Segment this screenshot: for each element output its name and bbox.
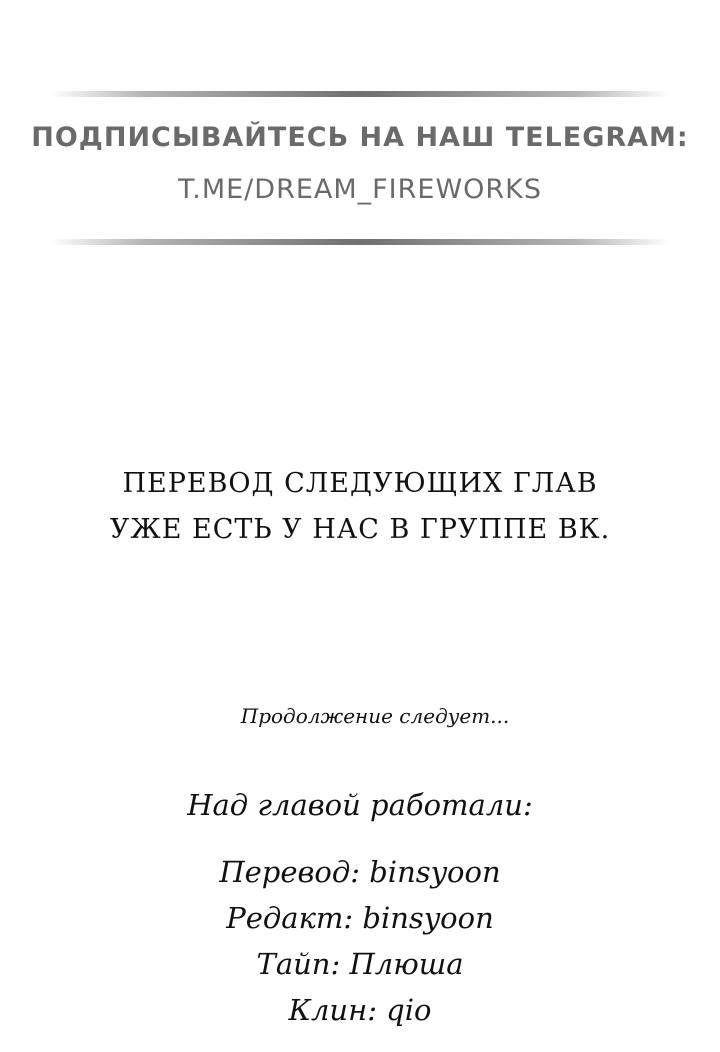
credit-typesetting: Тайп: Плюша bbox=[256, 947, 464, 981]
credit-cleaning: Клин: qio bbox=[288, 993, 432, 1027]
to-be-continued: Продолжение следует... bbox=[240, 704, 510, 728]
top-divider bbox=[50, 91, 670, 97]
credits-title: Над главой работали: bbox=[187, 788, 533, 822]
telegram-link: T.ME/DREAM_FIREWORKS bbox=[177, 174, 543, 205]
notice-line-2: УЖЕ ЕСТЬ У НАС В ГРУППЕ ВК. bbox=[109, 514, 611, 545]
bottom-divider bbox=[50, 239, 670, 245]
notice-line-1: ПЕРЕВОД СЛЕДУЮЩИХ ГЛАВ bbox=[122, 468, 598, 499]
credit-editing: Редакт: binsyoon bbox=[226, 901, 494, 935]
credit-translation: Перевод: binsyoon bbox=[219, 855, 501, 889]
telegram-banner-heading: ПОДПИСЫВАЙТЕСЬ НА НАШ TELEGRAM: bbox=[31, 122, 689, 153]
